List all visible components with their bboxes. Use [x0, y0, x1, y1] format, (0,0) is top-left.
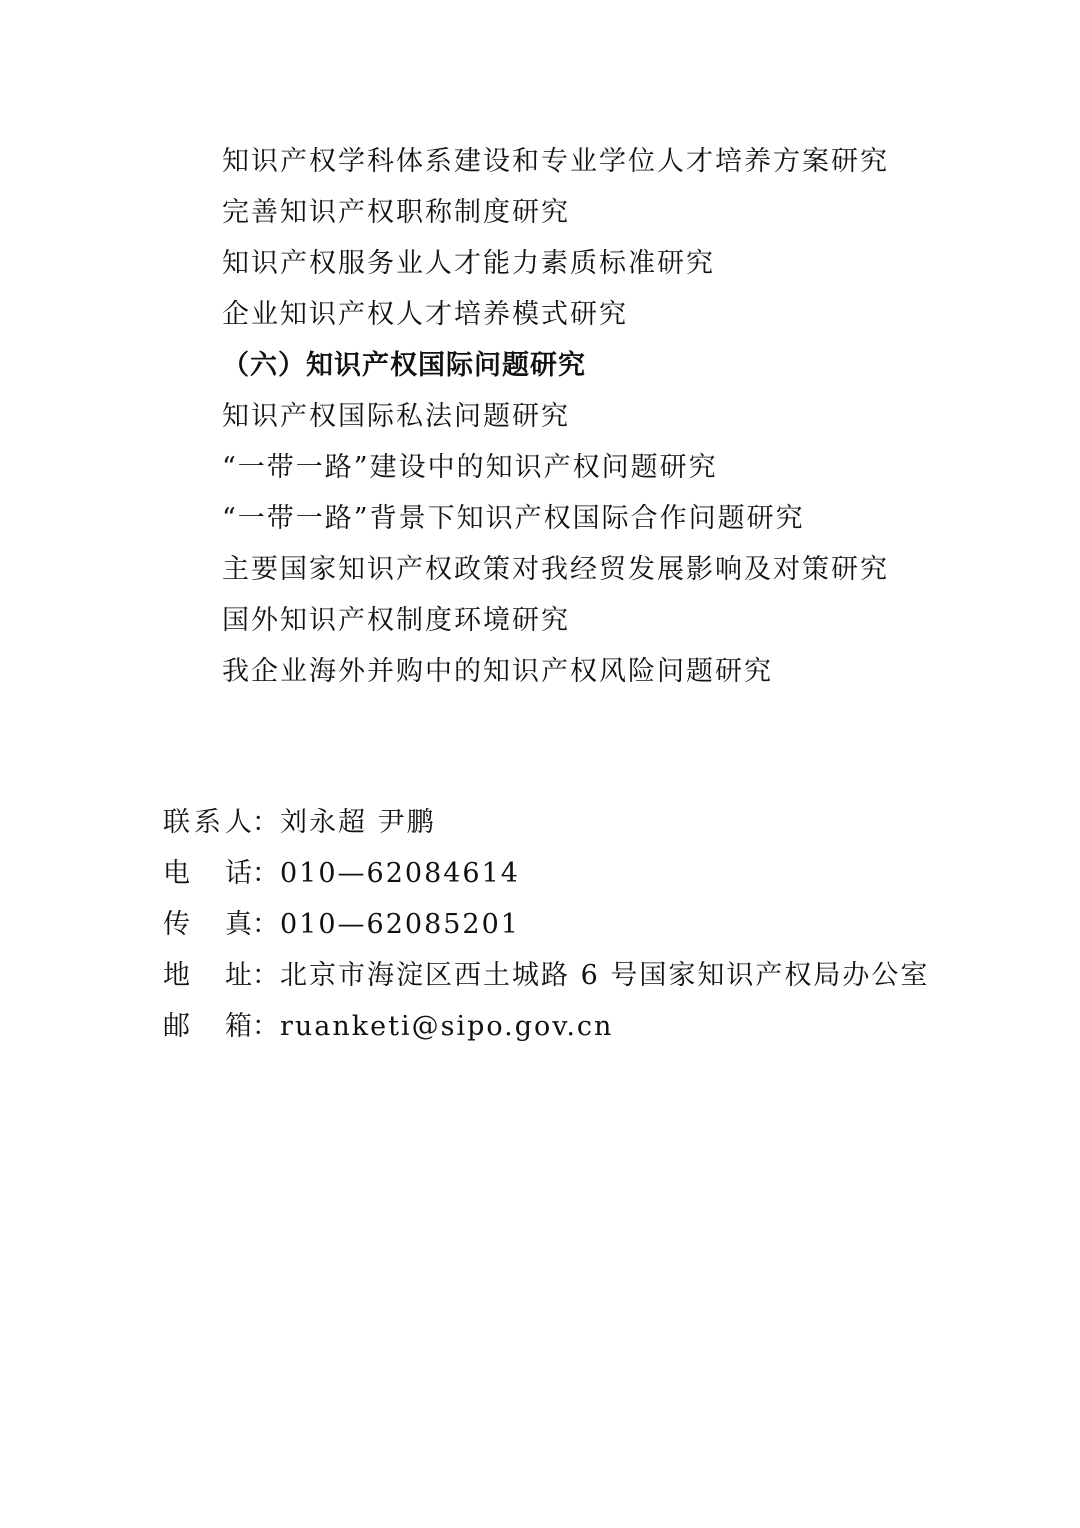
- topic-item: 我企业海外并购中的知识产权风险问题研究: [222, 656, 773, 687]
- fax-label: 传 真: [163, 909, 252, 940]
- topic-item: “一带一路”背景下知识产权国际合作问题研究: [222, 503, 805, 534]
- phone-label: 电 话: [163, 858, 252, 889]
- phone-row: [163, 848, 1023, 899]
- contact-person-label: 联系人: [163, 807, 252, 838]
- topic-item: 完善知识产权职称制度研究: [222, 197, 570, 228]
- topic-item: 企业知识产权人才培养模式研究: [222, 299, 628, 330]
- contact-person-value: 刘永超 尹鹏: [280, 807, 436, 838]
- email-value: ruanketi@sipo.gov.cn: [280, 1011, 614, 1042]
- label-colon: ：: [252, 909, 279, 940]
- research-topic-list: [222, 136, 982, 697]
- address-value: 北京市海淀区西土城路 6 号国家知识产权局办公室: [280, 960, 930, 991]
- topic-item: 知识产权学科体系建设和专业学位人才培养方案研究: [222, 146, 889, 177]
- label-colon: ：: [252, 807, 279, 838]
- contact-person-row: [163, 797, 1023, 848]
- address-label: 地 址: [163, 960, 252, 991]
- email-row: [163, 1001, 1023, 1052]
- label-colon: ：: [252, 858, 279, 889]
- topic-item: “一带一路”建设中的知识产权问题研究: [222, 452, 718, 483]
- section-heading: （六）知识产权国际问题研究: [222, 350, 586, 381]
- topic-item: 知识产权服务业人才能力素质标准研究: [222, 248, 715, 279]
- label-colon: ：: [252, 960, 279, 991]
- topic-item: 主要国家知识产权政策对我经贸发展影响及对策研究: [222, 554, 889, 585]
- phone-value: 010—62084614: [280, 858, 520, 889]
- fax-value: 010—62085201: [280, 909, 520, 940]
- topic-item: 国外知识产权制度环境研究: [222, 605, 570, 636]
- email-label: 邮 箱: [163, 1011, 252, 1042]
- label-colon: ：: [252, 1011, 279, 1042]
- fax-row: [163, 899, 1023, 950]
- topic-item: 知识产权国际私法问题研究: [222, 401, 570, 432]
- contact-info: [163, 797, 1023, 1052]
- address-row: [163, 950, 1023, 1001]
